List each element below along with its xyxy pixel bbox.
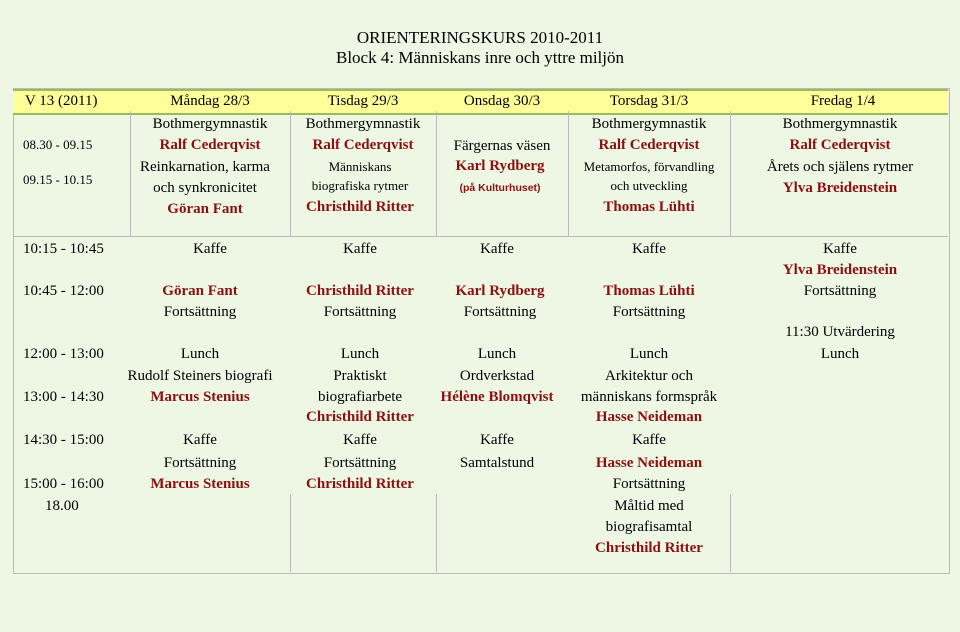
break-label: Kaffe bbox=[480, 432, 514, 448]
time-slot: 12:00 - 13:00 bbox=[23, 346, 104, 362]
teacher-name: Christhild Ritter bbox=[595, 540, 703, 556]
cell-text: Människans bbox=[328, 159, 392, 174]
cell-text: Färgernas väsen bbox=[453, 138, 551, 154]
teacher-name: Thomas Lühti bbox=[603, 199, 695, 215]
cell-text: Fortsättning bbox=[803, 283, 877, 299]
grid-line bbox=[730, 111, 731, 236]
cell-text: Fortsättning bbox=[323, 304, 397, 320]
grid-line bbox=[568, 111, 569, 236]
time-slot: 14:30 - 15:00 bbox=[23, 432, 104, 448]
lunch-label: Lunch bbox=[629, 346, 669, 362]
teacher-name: Christhild Ritter bbox=[306, 283, 414, 299]
teacher-name: Karl Rydberg bbox=[455, 283, 545, 299]
time-slot: 10:45 - 12:00 bbox=[23, 283, 104, 299]
cell-text: Fortsättning bbox=[163, 455, 237, 471]
cell-text: Reinkarnation, karma bbox=[140, 159, 270, 175]
lunch-label: Lunch bbox=[340, 346, 380, 362]
cell-text: Fortsättning bbox=[612, 476, 686, 492]
day-tuesday: Tisdag 29/3 bbox=[327, 93, 399, 109]
break-label: Kaffe bbox=[823, 241, 857, 257]
break-label: Kaffe bbox=[343, 241, 377, 257]
break-label: Kaffe bbox=[632, 241, 666, 257]
teacher-name: Ralf Cederqvist bbox=[159, 137, 261, 153]
teacher-name: Ralf Cederqvist bbox=[789, 137, 891, 153]
cell-text: Bothmergymnastik bbox=[152, 116, 268, 132]
cell-text: biografisamtal bbox=[605, 519, 693, 535]
teacher-name: Ralf Cederqvist bbox=[598, 137, 700, 153]
week-label: V 13 (2011) bbox=[25, 93, 98, 109]
cell-text: biografiarbete bbox=[317, 389, 403, 405]
teacher-name: Christhild Ritter bbox=[306, 476, 414, 492]
teacher-name: Ylva Breidenstein bbox=[782, 262, 898, 278]
cell-text: Bothmergymnastik bbox=[305, 116, 421, 132]
cell-text: Fortsättning bbox=[163, 304, 237, 320]
cell-text: och utveckling bbox=[610, 178, 688, 193]
teacher-name: Ralf Cederqvist bbox=[312, 137, 414, 153]
teacher-name: Marcus Stenius bbox=[150, 476, 250, 492]
cell-text: 11:30 Utvärdering bbox=[785, 324, 895, 340]
grid-line bbox=[730, 494, 731, 572]
schedule-subtitle: Block 4: Människans inre och yttre miljön bbox=[335, 48, 625, 67]
cell-text: Samtalstund bbox=[459, 455, 535, 471]
lunch-label: Lunch bbox=[180, 346, 220, 362]
time-slot: 08.30 - 09.15 bbox=[23, 137, 93, 152]
cell-text: Fortsättning bbox=[463, 304, 537, 320]
teacher-name: Marcus Stenius bbox=[150, 389, 250, 405]
teacher-name: Hasse Neideman bbox=[595, 409, 703, 425]
cell-text: Metamorfos, förvandling bbox=[583, 159, 715, 174]
day-wednesday: Onsdag 30/3 bbox=[463, 93, 541, 109]
lunch-label: Lunch bbox=[820, 346, 860, 362]
grid-line bbox=[436, 111, 437, 236]
cell-text: Måltid med bbox=[614, 498, 684, 514]
break-label: Kaffe bbox=[343, 432, 377, 448]
cell-text: Fortsättning bbox=[323, 455, 397, 471]
cell-text: Bothmergymnastik bbox=[782, 116, 898, 132]
grid-line bbox=[13, 236, 948, 237]
day-monday: Måndag 28/3 bbox=[170, 93, 250, 109]
break-label: Kaffe bbox=[632, 432, 666, 448]
teacher-name: Hasse Neideman bbox=[595, 455, 703, 471]
day-thursday: Torsdag 31/3 bbox=[609, 93, 689, 109]
schedule-title: ORIENTERINGSKURS 2010-2011 bbox=[356, 28, 604, 47]
grid-line bbox=[290, 111, 291, 236]
time-slot: 09.15 - 10.15 bbox=[23, 172, 93, 187]
teacher-name: Ylva Breidenstein bbox=[782, 180, 898, 196]
grid-line bbox=[290, 494, 291, 572]
time-slot: 13:00 - 14:30 bbox=[23, 389, 104, 405]
cell-text: och synkronicitet bbox=[153, 180, 257, 196]
lunch-label: Lunch bbox=[477, 346, 517, 362]
grid-line bbox=[130, 111, 131, 236]
location-note: (på Kulturhuset) bbox=[459, 182, 541, 194]
cell-text: Ordverkstad bbox=[459, 368, 535, 384]
cell-text: Årets och själens rytmer bbox=[766, 159, 914, 175]
cell-text: Arkitektur och bbox=[605, 368, 693, 384]
break-label: Kaffe bbox=[193, 241, 227, 257]
teacher-name: Christhild Ritter bbox=[306, 199, 414, 215]
time-slot: 10:15 - 10:45 bbox=[23, 241, 104, 257]
teacher-name: Göran Fant bbox=[167, 201, 243, 217]
cell-text: biografiska rytmer bbox=[311, 178, 409, 193]
teacher-name: Christhild Ritter bbox=[306, 409, 414, 425]
break-label: Kaffe bbox=[183, 432, 217, 448]
teacher-name: Thomas Lühti bbox=[603, 283, 695, 299]
teacher-name: Hélène Blomqvist bbox=[440, 389, 554, 405]
grid-line bbox=[436, 494, 437, 572]
cell-text: Praktiskt bbox=[333, 368, 387, 384]
time-slot: 15:00 - 16:00 bbox=[23, 476, 104, 492]
break-label: Kaffe bbox=[480, 241, 514, 257]
cell-text: människans formspråk bbox=[580, 389, 718, 405]
cell-text: Bothmergymnastik bbox=[591, 116, 707, 132]
teacher-name: Göran Fant bbox=[162, 283, 238, 299]
day-friday: Fredag 1/4 bbox=[810, 93, 876, 109]
cell-text: Fortsättning bbox=[612, 304, 686, 320]
teacher-name: Karl Rydberg bbox=[455, 158, 545, 174]
cell-text: Rudolf Steiners biografi bbox=[127, 368, 273, 384]
time-slot: 18.00 bbox=[45, 498, 79, 514]
